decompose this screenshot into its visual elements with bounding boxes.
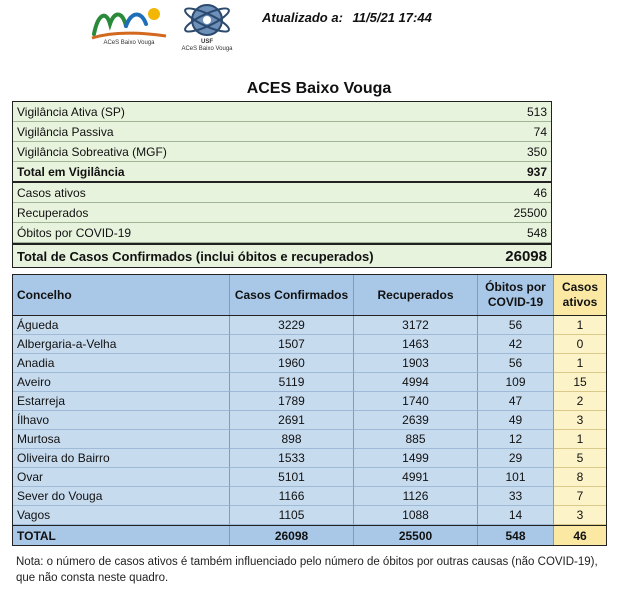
cell-concelho: Estarreja [13,392,230,411]
cell-concelho: Ílhavo [13,411,230,430]
cell-concelho: Vagos [13,506,230,525]
summary-value: 937 [526,164,547,179]
cell-concelho: Murtosa [13,430,230,449]
cell-confirmados: 1166 [230,487,354,506]
header-concelho: Concelho [13,275,230,315]
cell-confirmados: 1507 [230,335,354,354]
table-row [13,411,606,430]
cell-ativos: 1 [554,354,606,373]
cell-ativos: 7 [554,487,606,506]
cell-obitos: 109 [478,373,554,392]
cell-confirmados: 2691 [230,411,354,430]
header-obitos: Óbitos por COVID-19 [478,275,554,315]
table-row [13,354,606,373]
cell-obitos: 42 [478,335,554,354]
total-ativos: 46 [554,526,606,545]
updated-value: 11/5/21 17:44 [352,10,432,25]
summary-value: 46 [533,185,547,200]
aces-logo-graphic [88,4,170,42]
total-confirmados: 26098 [230,526,354,545]
cell-obitos: 14 [478,506,554,525]
summary-label: Casos ativos [17,185,86,200]
cell-confirmados: 1789 [230,392,354,411]
usf-logo-top: USF [201,39,213,45]
footnote: Nota: o número de casos ativos é também influenciado pelo número de óbitos por outras causas (não COVID-19), que não consta neste quadro. [16,556,598,584]
cell-obitos: 56 [478,354,554,373]
cell-concelho: Anadia [13,354,230,373]
summary-total-confirmed-row [13,243,551,267]
cell-recuperados: 1499 [354,449,478,468]
table-row [13,487,606,506]
cell-concelho: Sever do Vouga [13,487,230,506]
summary-label: Vigilância Passiva [17,124,114,139]
cell-recuperados: 1088 [354,506,478,525]
cell-confirmados: 5119 [230,373,354,392]
header-casos-ativos: Casos ativos [554,275,606,315]
cell-obitos: 101 [478,468,554,487]
summary-label: Total de Casos Confirmados (inclui óbitos e recuperados) [17,248,374,264]
cell-obitos: 12 [478,430,554,449]
cell-recuperados: 1126 [354,487,478,506]
cell-obitos: 47 [478,392,554,411]
table-body [13,316,606,525]
summary-value: 25500 [513,205,547,220]
cell-ativos: 5 [554,449,606,468]
usf-logo [176,2,238,54]
table-row [13,468,606,487]
cell-recuperados: 2639 [354,411,478,430]
cell-ativos: 3 [554,506,606,525]
cell-ativos: 1 [554,316,606,335]
summary-row [13,223,551,243]
cell-ativos: 3 [554,411,606,430]
usf-logo-caption: ACeS Baixo Vouga [181,46,233,52]
total-recuperados: 25500 [354,526,478,545]
table-total-row [13,525,606,545]
total-label: TOTAL [13,526,230,545]
table-row [13,392,606,411]
cell-concelho: Águeda [13,316,230,335]
summary-row [13,183,551,203]
cell-confirmados: 1533 [230,449,354,468]
cell-ativos: 1 [554,430,606,449]
table-row [13,506,606,525]
summary-total-vigilance-row [13,162,551,183]
cell-recuperados: 3172 [354,316,478,335]
total-obitos: 548 [478,526,554,545]
cell-recuperados: 1463 [354,335,478,354]
updated-label: Atualizado a: [262,10,343,25]
cell-obitos: 56 [478,316,554,335]
cell-recuperados: 4991 [354,468,478,487]
cell-ativos: 0 [554,335,606,354]
summary-row [13,122,551,142]
cell-recuperados: 4994 [354,373,478,392]
header-casos-confirmados: Casos Confirmados [230,275,354,315]
aces-logo-caption: ACeS Baixo Vouga [103,40,155,46]
cell-confirmados: 1960 [230,354,354,373]
page-title: ACES Baixo Vouga [246,80,392,97]
cell-confirmados: 1105 [230,506,354,525]
table-row [13,449,606,468]
summary-value: 548 [526,225,547,240]
cell-confirmados: 898 [230,430,354,449]
table-row [13,335,606,354]
usf-logo-graphic [176,2,238,42]
municipality-table [12,274,607,546]
cell-concelho: Ovar [13,468,230,487]
cell-concelho: Aveiro [13,373,230,392]
cell-obitos: 49 [478,411,554,430]
cell-confirmados: 5101 [230,468,354,487]
cell-recuperados: 885 [354,430,478,449]
cell-ativos: 2 [554,392,606,411]
table-row [13,316,606,335]
summary-value: 350 [526,144,547,159]
summary-row [13,203,551,223]
summary-row [13,142,551,162]
cell-obitos: 29 [478,449,554,468]
cell-concelho: Oliveira do Bairro [13,449,230,468]
summary-value: 74 [533,124,547,139]
table-row [13,373,606,392]
header [0,0,638,60]
summary-row [13,102,551,122]
table-row [13,430,606,449]
cell-confirmados: 3229 [230,316,354,335]
cell-recuperados: 1740 [354,392,478,411]
table-header-row [13,275,606,316]
summary-label: Vigilância Sobreativa (MGF) [17,144,167,159]
cell-ativos: 15 [554,373,606,392]
cell-obitos: 33 [478,487,554,506]
summary-label: Recuperados [17,205,89,220]
summary-label: Total em Vigilância [17,164,125,179]
cell-recuperados: 1903 [354,354,478,373]
cell-ativos: 8 [554,468,606,487]
summary-label: Óbitos por COVID-19 [17,225,132,240]
summary-value: 26098 [505,247,547,265]
updated-timestamp [262,10,432,25]
header-recuperados: Recuperados [354,275,478,315]
summary-label: Vigilância Ativa (SP) [17,104,125,119]
cell-concelho: Albergaria-a-Velha [13,335,230,354]
summary-value: 513 [526,104,547,119]
summary-table [12,101,552,268]
aces-logo [88,4,170,50]
